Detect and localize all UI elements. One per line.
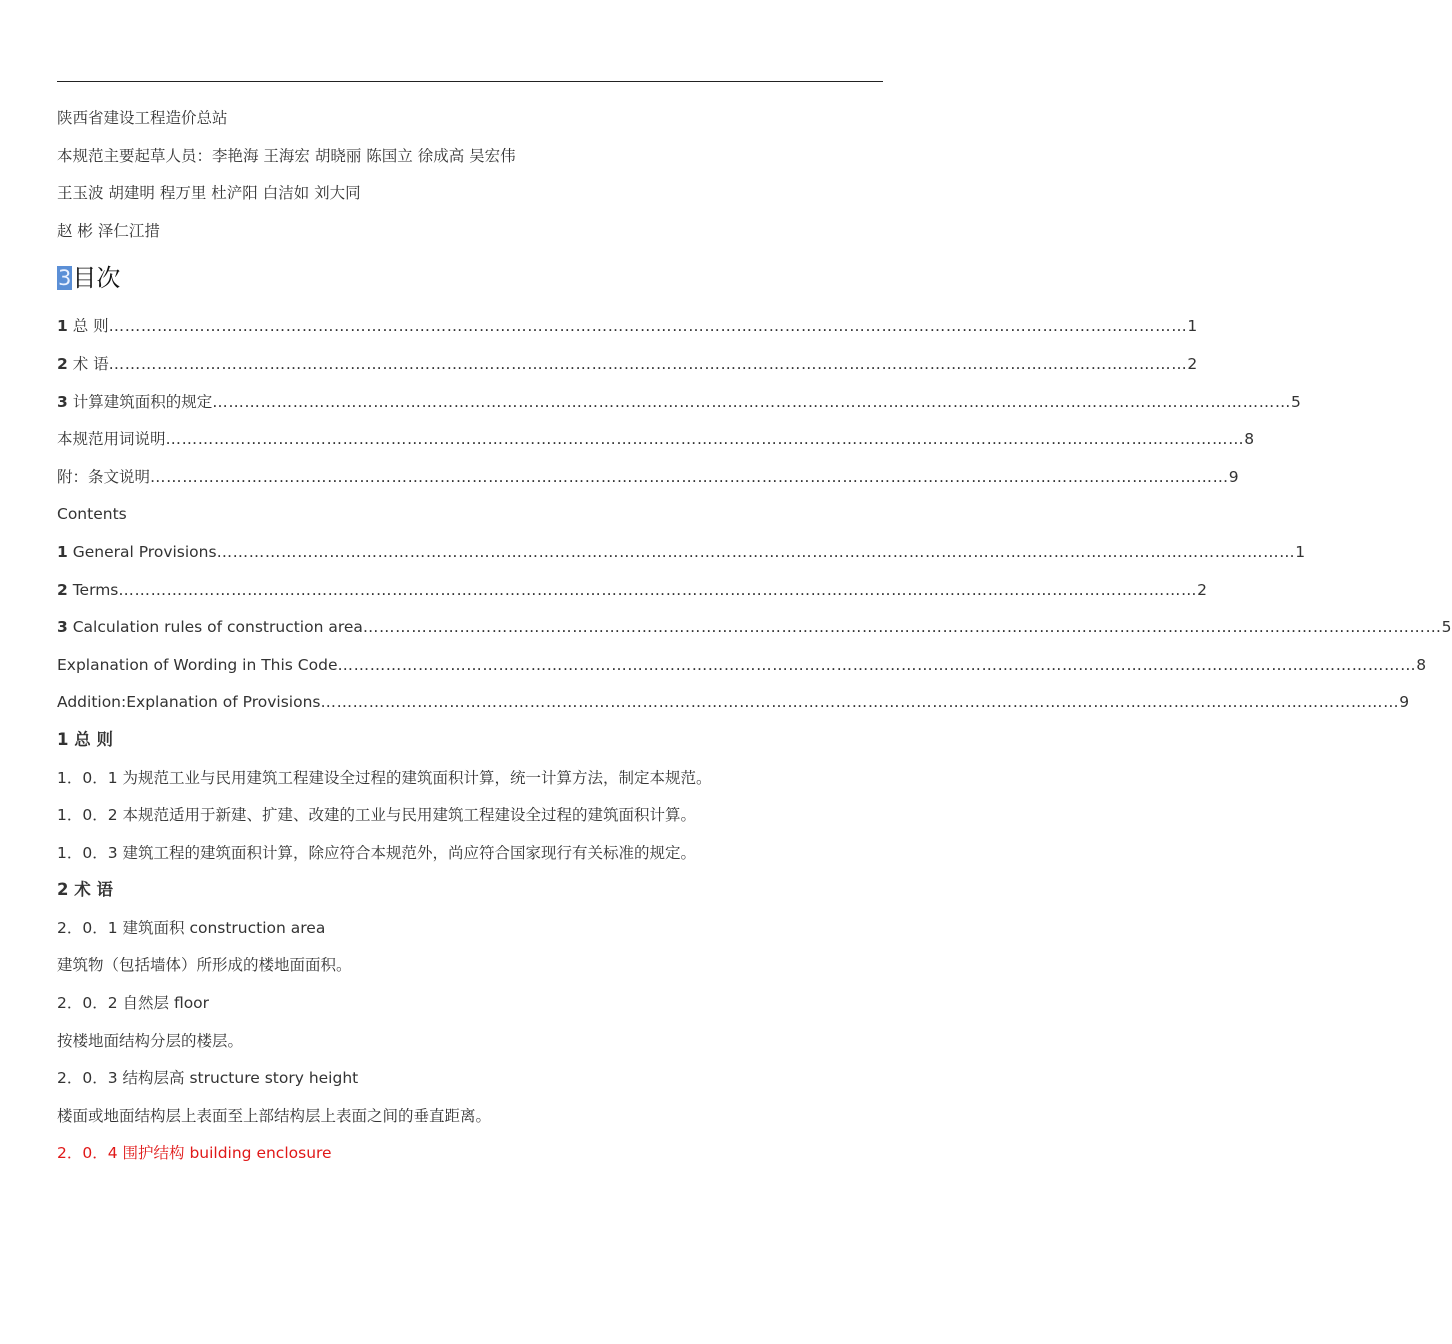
term-definition: 建筑物（包括墙体）所形成的楼地面面积。 [57, 956, 352, 975]
toc-entry-page: 2 [1187, 354, 1198, 373]
term-definition: 按楼地面结构分层的楼层。 [57, 1031, 244, 1050]
dot-leader: ………………………………………………………………………………………………………………………………………………………………………………… [150, 467, 1229, 486]
toc-entry-number: 1 [57, 542, 68, 561]
contents-title: Contents [57, 505, 127, 524]
toc-entry-number: 1 [57, 317, 68, 336]
clause: 1．0．1 为规范工业与民用建筑工程建设全过程的建筑面积计算，统一计算方法，制定本规范。 [57, 768, 712, 787]
dot-leader: ………………………………………………………………………………………………………………………………………………………………………………… [212, 392, 1291, 411]
drafters-line-2: 王玉波 胡建明 程万里 杜浐阳 白洁如 刘大同 [57, 184, 361, 203]
dot-leader: ………………………………………………………………………………………………………………………………………………………………………………… [165, 430, 1245, 449]
toc-entry[interactable] [57, 578, 1207, 616]
toc-entry[interactable] [57, 427, 1255, 465]
drafters-line-3: 赵 彬 泽仁江措 [57, 221, 160, 240]
dot-leader: ………………………………………………………………………………………………………………………………………………………………………………… [216, 542, 1296, 561]
dot-leader: ………………………………………………………………………………………………………………………………………………………………………………… [362, 618, 1442, 637]
toc-entry[interactable] [57, 352, 1198, 390]
toc-entry-label: 计算建筑面积的规定 [67, 392, 213, 411]
toc-entry-number: 2 [57, 354, 68, 373]
toc-entry-page: 5 [1290, 392, 1301, 411]
section-title-terms: 2 术 语 [57, 880, 113, 900]
toc-entry[interactable] [57, 615, 1452, 653]
term-definition: 楼面或地面结构层上表面至上部结构层上表面之间的垂直距离。 [57, 1106, 492, 1125]
term-heading: 2．0．3 结构层高 structure story height [57, 1069, 359, 1088]
toc-entry-label: Addition:Explanation of Provisions [57, 693, 321, 712]
toc-entry-page: 9 [1399, 693, 1410, 712]
toc-entry-page: 8 [1416, 655, 1427, 674]
toc-entry[interactable] [57, 390, 1301, 428]
toc-entry[interactable] [57, 540, 1306, 578]
toc-entry-page: 8 [1244, 430, 1255, 449]
section-title-general: 1 总 则 [57, 729, 113, 749]
toc-entry-label: 总 则 [67, 317, 109, 336]
toc-entry-page: 2 [1197, 580, 1207, 599]
toc-entry[interactable] [57, 653, 1427, 691]
drafters-line-1: 本规范主要起草人员：李艳海 王海宏 胡晓丽 陈国立 徐成高 吴宏伟 [57, 146, 516, 165]
toc-entry-number: 2 [57, 580, 68, 599]
toc-entry-page: 9 [1228, 467, 1239, 486]
term-heading: 2．0．2 自然层 floor [57, 994, 210, 1013]
toc-heading-number: 3 [58, 266, 72, 291]
term-heading: 2．0．1 建筑面积 construction area [57, 918, 326, 937]
toc-entry-label: General Provisions [67, 542, 217, 561]
toc-entry-label: 术 语 [67, 354, 109, 373]
toc-entry-page: 1 [1295, 542, 1306, 561]
toc-entry-label: 附：条文说明 [57, 467, 151, 486]
toc-entry-number: 3 [57, 392, 68, 411]
document-page [57, 106, 1452, 1179]
dot-leader: ………………………………………………………………………………………………………………………………………………………………………………… [108, 317, 1188, 336]
toc-entry[interactable] [57, 314, 1198, 352]
clause: 1．0．2 本规范适用于新建、扩建、改建的工业与民用建筑工程建设全过程的建筑面积计算。 [57, 806, 697, 825]
toc-entry-label: Calculation rules of construction area [67, 618, 363, 637]
toc-heading-title: 目次 [72, 264, 121, 293]
header-rule [57, 81, 883, 82]
toc-entry-label: Explanation of Wording in This Code [57, 655, 338, 674]
term-heading-highlighted: 2．0．4 围护结构 building enclosure [57, 1144, 332, 1163]
dot-leader: ………………………………………………………………………………………………………………………………………………………………………………… [118, 580, 1198, 599]
dot-leader: ………………………………………………………………………………………………………………………………………………………………………………… [320, 693, 1400, 712]
clause: 1．0．3 建筑工程的建筑面积计算，除应符合本规范外，尚应符合国家现行有关标准的规定。 [57, 843, 697, 862]
dot-leader: ………………………………………………………………………………………………………………………………………………………………………………… [108, 354, 1188, 373]
toc-entry-label: Terms [67, 580, 119, 599]
org-name: 陕西省建设工程造价总站 [57, 109, 228, 127]
toc-entry-page: 5 [1441, 618, 1452, 637]
dot-leader: ………………………………………………………………………………………………………………………………………………………………………………… [337, 655, 1417, 674]
toc-entry-number: 3 [57, 618, 68, 637]
toc-entry-label: 本规范用词说明 [57, 430, 166, 449]
toc-heading [57, 262, 883, 314]
toc-entry-page: 1 [1187, 317, 1198, 336]
toc-entry[interactable] [57, 690, 1410, 728]
toc-entry[interactable] [57, 465, 1239, 503]
